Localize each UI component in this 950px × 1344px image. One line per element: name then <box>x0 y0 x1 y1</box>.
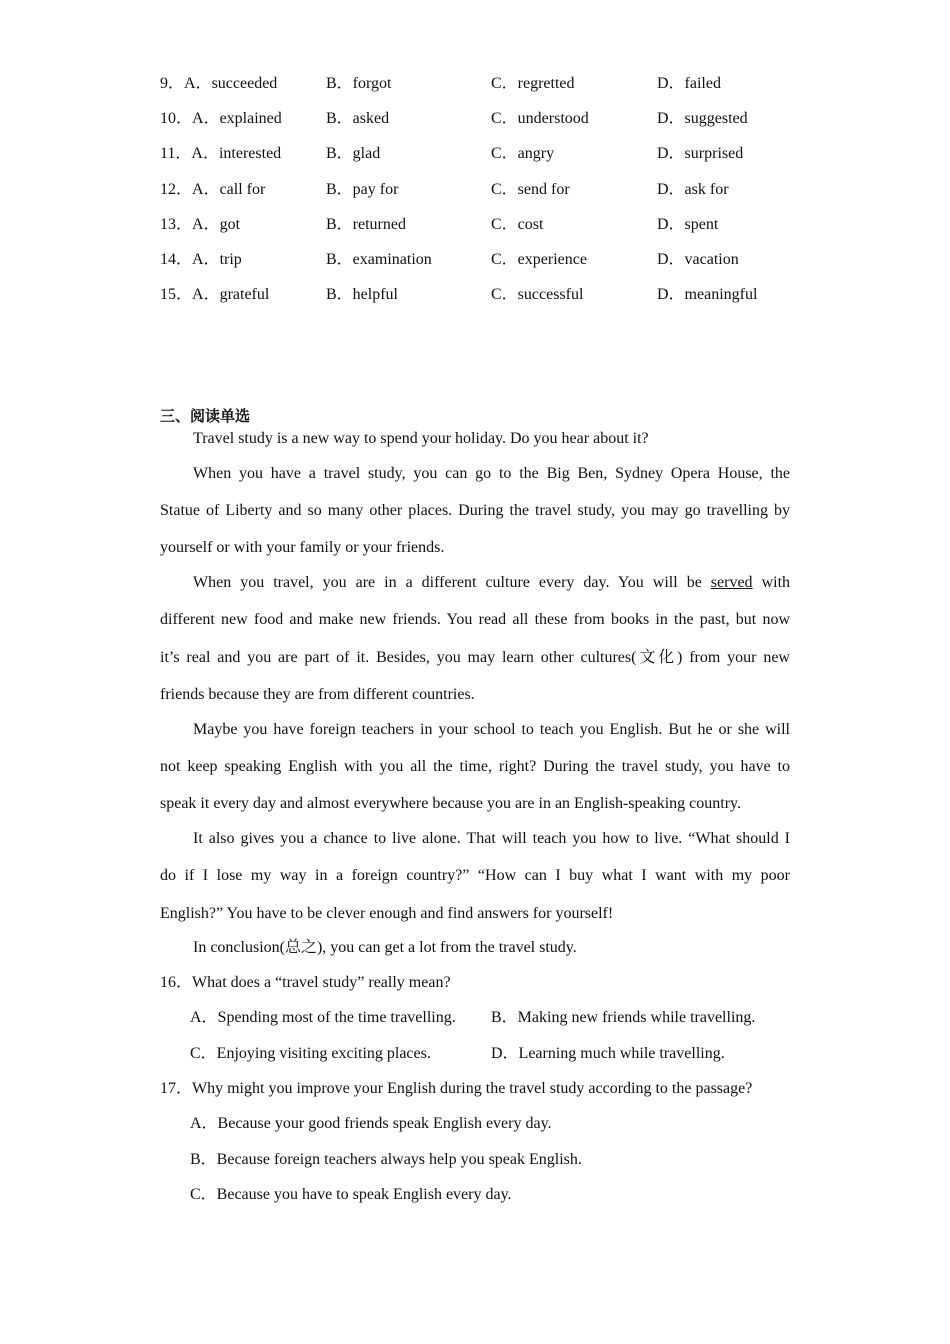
option-c: C．send for <box>491 181 570 198</box>
option-a: 15．A．grateful <box>160 286 270 303</box>
option-a: 13．A．got <box>160 216 241 233</box>
option-row-13 <box>160 213 800 237</box>
option-c: C．cost <box>491 216 544 233</box>
option-b: B．examination <box>326 251 432 268</box>
option-row-14 <box>160 248 800 272</box>
passage-line: English?” You have to be clever enough and find answers for yourself! <box>160 905 614 922</box>
choice-16-b[interactable]: B．Making new friends while travelling. <box>491 1009 756 1026</box>
passage-line: Travel study is a new way to spend your holiday. Do you hear about it? <box>193 430 649 447</box>
option-b: B．asked <box>326 110 390 127</box>
passage-line: not keep speaking English with you all the time, right? During the travel study, you have to <box>160 758 790 775</box>
question-16: 16．What does a “travel study” really mean? <box>160 974 451 991</box>
passage-line: friends because they are from different countries. <box>160 686 475 703</box>
option-d: D．spent <box>657 216 719 233</box>
option-d: D．surprised <box>657 145 744 162</box>
option-b: B．forgot <box>326 75 392 92</box>
passage-line: it’s real and you are part of it. Besides, you may learn other cultures(文化) from your new <box>160 649 790 666</box>
passage-line: do if I lose my way in a foreign country?” “How can I buy what I want with my poor <box>160 867 790 884</box>
option-row-10 <box>160 107 800 131</box>
passage-line: When you travel, you are in a different culture every day. You will be served with <box>193 574 791 591</box>
passage-line: Maybe you have foreign teachers in your school to teach you English. But he or she will <box>193 721 790 738</box>
option-b: B．pay for <box>326 181 399 198</box>
passage-line: yourself or with your family or your friends. <box>160 539 445 556</box>
option-row-11 <box>160 142 800 166</box>
passage-line: different new food and make new friends. You read all these from books in the past, but now <box>160 611 790 628</box>
option-d: D．failed <box>657 75 721 92</box>
option-a: 10．A．explained <box>160 110 282 127</box>
option-b: B．glad <box>326 145 381 162</box>
choice-16-d[interactable]: D．Learning much while travelling. <box>491 1045 725 1062</box>
choice-17-a[interactable]: A．Because your good friends speak English every day. <box>190 1115 552 1132</box>
choice-17-c[interactable]: C．Because you have to speak English every day. <box>190 1186 512 1203</box>
question-17: 17．Why might you improve your English during the travel study according to the passage? <box>160 1080 753 1097</box>
option-d: D．meaningful <box>657 286 758 303</box>
option-d: D．vacation <box>657 251 739 268</box>
option-d: D．ask for <box>657 181 729 198</box>
option-b: B．helpful <box>326 286 398 303</box>
passage-line: Statue of Liberty and so many other places. During the travel study, you may go travelling by <box>160 502 790 519</box>
option-row-9 <box>160 72 800 96</box>
choice-16-c[interactable]: C．Enjoying visiting exciting places. <box>190 1045 431 1062</box>
option-c: C．successful <box>491 286 584 303</box>
option-b: B．returned <box>326 216 406 233</box>
option-a: 11．A．interested <box>160 145 282 162</box>
underlined-word: served <box>710 574 753 591</box>
option-a: 14．A．trip <box>160 251 242 268</box>
section-title: 三、阅读单选 <box>160 407 251 425</box>
choice-16-a[interactable]: A．Spending most of the time travelling. <box>190 1009 456 1026</box>
passage-line: When you have a travel study, you can go to the Big Ben, Sydney Opera House, the <box>193 465 790 482</box>
passage-line: speak it every day and almost everywhere because you are in an English-speaking country. <box>160 795 741 812</box>
passage-line: In conclusion(总之), you can get a lot from the travel study. <box>193 939 577 956</box>
option-row-15 <box>160 283 800 307</box>
option-row-12 <box>160 178 800 202</box>
option-a: 12．A．call for <box>160 181 266 198</box>
passage-line: It also gives you a chance to live alone. That will teach you how to live. “What should I <box>193 830 790 847</box>
option-c: C．angry <box>491 145 555 162</box>
option-c: C．understood <box>491 110 589 127</box>
option-a: 9．A．succeeded <box>160 75 278 92</box>
choice-17-b[interactable]: B．Because foreign teachers always help you speak English. <box>190 1151 582 1168</box>
option-c: C．experience <box>491 251 587 268</box>
option-d: D．suggested <box>657 110 748 127</box>
option-c: C．regretted <box>491 75 575 92</box>
